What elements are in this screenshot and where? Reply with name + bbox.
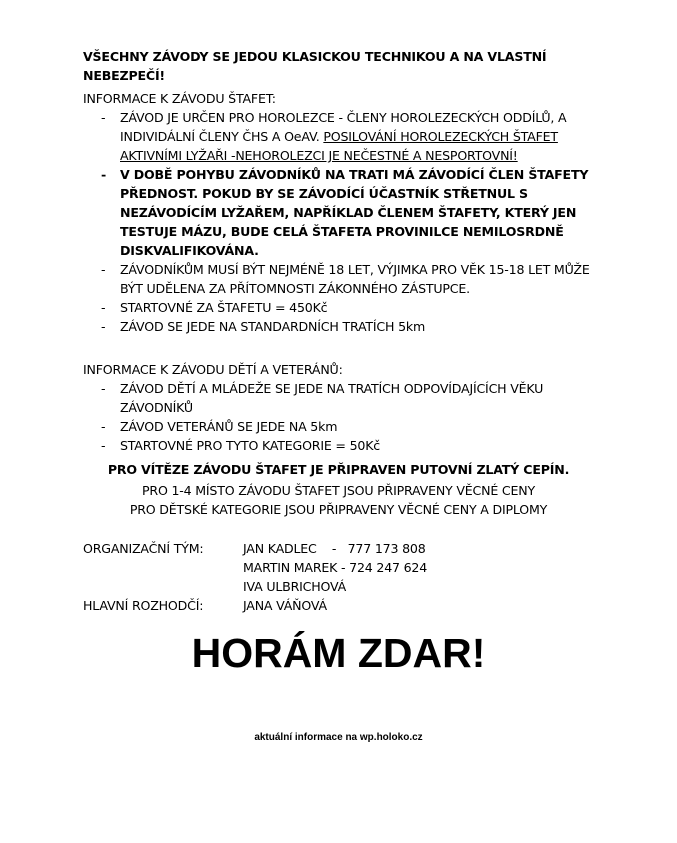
judge-label: HLAVNÍ ROZHODČÍ:	[83, 598, 204, 613]
bullet-dash: -	[101, 319, 106, 334]
list-item-underlined-text: POSILOVÁNÍ HOROLEZECKÝCH ŠTAFET AKTIVNÍMI LYŽAŘI -NEHOROLEZCI JE NEČESTNÉ A NESPORTOVNÍ!	[120, 129, 558, 163]
list-item	[83, 165, 603, 260]
list-item	[83, 108, 603, 165]
bullet-dash: -	[101, 110, 106, 125]
kids-info-list	[83, 379, 603, 455]
relay-info-list	[83, 108, 603, 336]
bullet-dash: -	[101, 419, 106, 434]
judge-name: JANA VÁŇOVÁ	[243, 598, 327, 613]
bullet-dash: -	[101, 300, 106, 315]
team-row	[83, 558, 427, 577]
prize-main: PRO VÍTĚZE ZÁVODU ŠTAFET JE PŘIPRAVEN PUTOVNÍ ZLATÝ CEPÍN.	[107, 462, 570, 477]
list-item-text: ZÁVODNÍKŮM MUSÍ BÝT NEJMÉNĚ 18 LET, VÝJIMKA PRO VĚK 15-18 LET MŮŽE BÝT UDĚLENA ZA PŘÍTOMNOSTI ZÁKONNÉHO ZÁSTUPCE.	[120, 262, 590, 296]
team-row	[83, 577, 427, 596]
prize-relay: PRO 1-4 MÍSTO ZÁVODU ŠTAFET JSOU PŘIPRAVENY VĚCNÉ CENY	[142, 483, 535, 498]
organizing-team	[83, 539, 427, 615]
list-item	[83, 260, 603, 298]
team-row	[83, 539, 427, 558]
prize-kids: PRO DĚTSKÉ KATEGORIE JSOU PŘIPRAVENY VĚCNÉ CENY A DIPLOMY	[129, 502, 548, 517]
bullet-dash: -	[101, 381, 106, 396]
slogan-heading: HORÁM ZDAR!	[191, 630, 486, 676]
list-item	[83, 379, 603, 417]
bullet-dash: -	[101, 438, 106, 453]
list-item-text: ZÁVOD DĚTÍ A MLÁDEŽE SE JEDE NA TRATÍCH ODPOVÍDAJÍCÍCH VĚKU ZÁVODNÍKŮ	[120, 381, 544, 415]
list-item	[83, 317, 603, 336]
team-member: IVA ULBRICHOVÁ	[243, 579, 347, 594]
bullet-dash: -	[101, 167, 107, 182]
list-item-text: V DOBĚ POHYBU ZÁVODNÍKŮ NA TRATI MÁ ZÁVODÍCÍ ČLEN ŠTAFETY PŘEDNOST. POKUD BY SE ZÁVODÍCÍ ÚČASTNÍK STŘETNUL S NEZÁVODÍCÍM LYŽAŘEM, NAPŘÍKLAD ČLENEM ŠTAFETY, KTERÝ JEN TESTUJE MÁZU, BUDE CELÁ ŠTAFETA PROVINILCE NEMILOSRDNĚ DISKVALIFIKOVÁNA.	[120, 167, 589, 258]
list-item	[83, 417, 603, 436]
list-item	[83, 298, 603, 317]
kids-info-heading: INFORMACE K ZÁVODU DĚTÍ A VETERÁNŮ:	[83, 362, 343, 377]
team-spacer	[83, 577, 243, 596]
team-member: MARTIN MAREK - 724 247 624	[243, 560, 428, 575]
relay-info-heading: INFORMACE K ZÁVODU ŠTAFET:	[83, 91, 276, 106]
footer-info-link[interactable]: aktuální informace na wp.holoko.cz	[254, 732, 423, 743]
judge-row	[83, 596, 427, 615]
list-item-text: STARTOVNÉ ZA ŠTAFETU = 450Kč	[120, 300, 328, 315]
list-item-text: STARTOVNÉ PRO TYTO KATEGORIE = 50Kč	[120, 438, 380, 453]
list-item	[83, 436, 603, 455]
list-item-text: ZÁVOD VETERÁNŮ SE JEDE NA 5km	[120, 419, 338, 434]
team-spacer	[83, 558, 243, 577]
team-member: JAN KADLEC - 777 173 808	[243, 541, 426, 556]
list-item-text: ZÁVOD JE URČEN PRO HOROLEZCE - ČLENY HOROLEZECKÝCH ODDÍLŮ, A INDIVIDÁLNÍ ČLENY ČHS A OeAV.	[120, 110, 567, 144]
list-item-text: ZÁVOD SE JEDE NA STANDARDNÍCH TRATÍCH 5km	[120, 319, 426, 334]
intro-notice: VŠECHNY ZÁVODY SE JEDOU KLASICKOU TECHNIKOU A NA VLASTNÍ NEBEZPEČÍ!	[83, 49, 547, 83]
bullet-dash: -	[101, 262, 106, 277]
team-label: ORGANIZAČNÍ TÝM:	[83, 541, 204, 556]
